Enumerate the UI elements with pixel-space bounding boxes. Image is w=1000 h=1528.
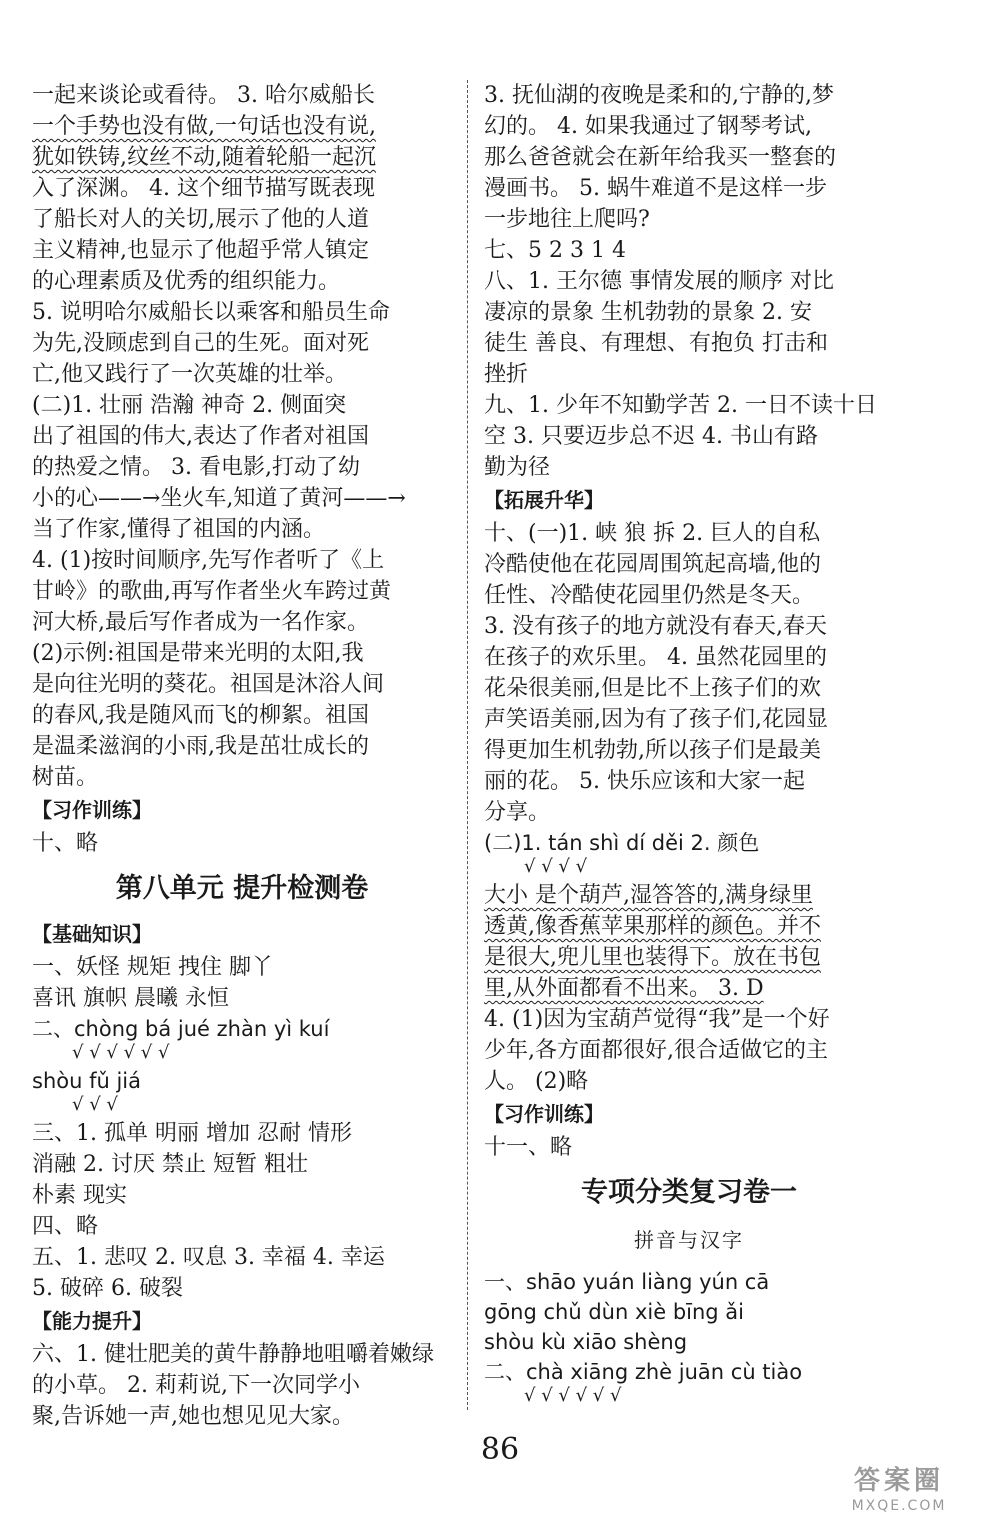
answer-line: 十一、略 — [484, 1135, 573, 1160]
section-heading: 【能力提升】 — [32, 1309, 152, 1333]
pinyin-line: gōng chǔ dùn xiè bīng ǎi — [484, 1300, 744, 1324]
answer-line: 5. 破碎 6. 破裂 — [32, 1276, 183, 1301]
answer-line: 七、5 2 3 1 4 — [484, 238, 626, 263]
answer-line: 消融 2. 讨厌 禁止 短暂 粗壮 — [32, 1152, 308, 1177]
answer-line: 了船长对人的关切,展示了他的人道 — [32, 207, 369, 232]
answer-line: 3. 抚仙湖的夜晚是柔和的,宁静的,梦 — [484, 83, 834, 108]
answer-line: 入了深渊。 4. 这个细节描写既表现 — [32, 176, 375, 201]
right-column — [484, 80, 894, 1409]
answer-line: 分享。 — [484, 800, 551, 825]
answer-line: 十、略 — [32, 831, 99, 856]
check-marks: √ √ √ — [72, 1094, 118, 1115]
answer-line: 一起来谈论或看待。 3. 哈尔威船长 — [32, 83, 375, 108]
answer-line: 主义精神,也显示了他超乎常人镇定 — [32, 238, 369, 263]
answer-line: 四、略 — [32, 1214, 99, 1239]
answer-line: 亡,他又践行了一次英雄的壮举。 — [32, 362, 347, 387]
answer-line: 一、妖怪 规矩 拽住 脚丫 — [32, 955, 273, 980]
answer-line: 的春风,我是随风而飞的柳絮。祖国 — [32, 703, 369, 728]
answer-line: 漫画书。 5. 蜗牛难道不是这样一步 — [484, 176, 827, 201]
section-heading: 【习作训练】 — [484, 1102, 604, 1126]
left-column — [32, 80, 452, 1432]
answer-line: 丽的花。 5. 快乐应该和大家一起 — [484, 769, 805, 794]
answer-line: 的心理素质及优秀的组织能力。 — [32, 269, 341, 294]
answer-line: 的小草。 2. 莉莉说,下一次同学小 — [32, 1373, 360, 1398]
answer-line: 小的心——→坐火车,知道了黄河——→ — [32, 486, 406, 511]
pinyin-line: shòu kù xiāo shèng — [484, 1330, 688, 1354]
answer-line: 出了祖国的伟大,表达了作者对祖国 — [32, 424, 369, 449]
answer-line: 犹如铁铸,纹丝不动,随着轮船一起沉 — [32, 145, 376, 170]
watermark-main: 答案圈 — [853, 1466, 944, 1496]
watermark-logo — [814, 1465, 984, 1521]
answer-line: 甘岭》的歌曲,再写作者坐火车跨过黄 — [32, 579, 391, 604]
answer-line: 三、1. 孤单 明丽 增加 忍耐 情形 — [32, 1121, 352, 1146]
answer-line: 六、1. 健壮肥美的黄牛静静地咀嚼着嫩绿 — [32, 1342, 434, 1367]
unit-title: 专项分类复习卷一 — [581, 1177, 797, 1208]
check-marks: √ √ √ √ — [524, 856, 588, 877]
answer-line: 在孩子的欢乐里。 4. 虽然花园里的 — [484, 645, 827, 670]
answer-line: 喜讯 旗帜 晨曦 永恒 — [32, 986, 229, 1011]
unit-title: 第八单元 提升检测卷 — [115, 873, 369, 904]
check-marks: √ √ √ √ √ √ — [524, 1385, 622, 1406]
pinyin-line: shòu fǔ jiá — [32, 1069, 141, 1093]
answer-line: 空 3. 只要迈步总不迟 4. 书山有路 — [484, 424, 818, 449]
answer-line: 幻的。 4. 如果我通过了钢琴考试, — [484, 114, 812, 139]
pinyin-line: 二、chà xiāng zhè juān cù tiào — [484, 1360, 803, 1384]
answer-line: 一个手势也没有做,一句话也没有说, — [32, 114, 376, 139]
answer-line: 为先,没顾虑到自己的生死。面对死 — [32, 331, 369, 356]
answer-line: 的热爱之情。 3. 看电影,打动了幼 — [32, 455, 360, 480]
answer-line: 徒生 善良、有理想、有抱负 打击和 — [484, 331, 828, 356]
answer-line: 十、(一)1. 峡 狼 拆 2. 巨人的自私 — [484, 521, 821, 546]
answer-line: 河大桥,最后写作者成为一名作家。 — [32, 610, 369, 635]
answer-line: 花朵很美丽,但是比不上孩子们的欢 — [484, 676, 821, 701]
answer-line: 是向往光明的葵花。祖国是沐浴人间 — [32, 672, 385, 697]
answer-line: 透黄,像香蕉苹果那样的颜色。并不 — [484, 914, 821, 939]
answer-line: 4. (1)按时间顺序,先写作者听了《上 — [32, 548, 385, 573]
pinyin-line: (二)1. tán shì dí děi 2. 颜色 — [484, 831, 760, 855]
pinyin-line: 一、shāo yuán liàng yún cā — [484, 1270, 770, 1294]
section-heading: 【习作训练】 — [32, 798, 152, 822]
answer-line: 挫折 — [484, 362, 529, 387]
answer-line: 聚,告诉她一声,她也想见见大家。 — [32, 1404, 354, 1429]
answer-line: 九、1. 少年不知勤学苦 2. 一日不读十日 — [484, 393, 877, 418]
page-number: 86 — [480, 1432, 520, 1467]
answer-line: 任性、冷酷使花园里仍然是冬天。 — [484, 583, 815, 608]
answer-line: 当了作家,懂得了祖国的内涵。 — [32, 517, 325, 542]
answer-line: 5. 说明哈尔威船长以乘客和船员生命 — [32, 300, 390, 325]
answer-line: 人。 (2)略 — [484, 1069, 589, 1094]
answer-line: 凄凉的景象 生机勃勃的景象 2. 安 — [484, 300, 812, 325]
answer-line: 大小 是个葫芦,湿答答的,满身绿里 — [484, 883, 813, 908]
answer-line: 得更加生机勃勃,所以孩子们是最美 — [484, 738, 821, 763]
answer-line: 3. 没有孩子的地方就没有春天,春天 — [484, 614, 827, 639]
answer-line: 一步地往上爬吗? — [484, 207, 650, 232]
unit-subtitle: 拼音与汉字 — [634, 1228, 744, 1252]
answer-line: 五、1. 悲叹 2. 叹息 3. 幸福 4. 幸运 — [32, 1245, 385, 1270]
pinyin-line: 二、chòng bá jué zhàn yì kuí — [32, 1017, 330, 1041]
section-heading: 【拓展升华】 — [484, 488, 604, 512]
check-marks: √ √ √ √ √ √ — [72, 1042, 170, 1063]
answer-line: 朴素 现实 — [32, 1183, 127, 1208]
answer-line: 那么爸爸就会在新年给我买一整套的 — [484, 145, 837, 170]
answer-line: 是温柔滋润的小雨,我是茁壮成长的 — [32, 734, 369, 759]
answer-line: 八、1. 王尔德 事情发展的顺序 对比 — [484, 269, 834, 294]
answer-line: 少年,各方面都很好,很合适做它的主 — [484, 1038, 828, 1063]
answer-line: 4. (1)因为宝葫芦觉得“我”是一个好 — [484, 1007, 830, 1032]
answer-line: 树苗。 — [32, 765, 99, 790]
column-divider — [467, 80, 468, 1410]
answer-line: 勤为径 — [484, 455, 551, 480]
answer-line: (二)1. 壮丽 浩瀚 神奇 2. 侧面突 — [32, 393, 347, 418]
answer-line: 声笑语美丽,因为有了孩子们,花园显 — [484, 707, 828, 732]
answer-line: (2)示例:祖国是带来光明的太阳,我 — [32, 641, 364, 666]
watermark-sub: MXQE.COM — [851, 1498, 947, 1514]
answer-line: 冷酷使他在花园周围筑起高墙,他的 — [484, 552, 821, 577]
section-heading: 【基础知识】 — [32, 922, 152, 946]
answer-line: 里,从外面都看不出来。 3. D — [484, 976, 764, 1001]
answer-line: 是很大,兜儿里也装得下。放在书包 — [484, 945, 821, 970]
